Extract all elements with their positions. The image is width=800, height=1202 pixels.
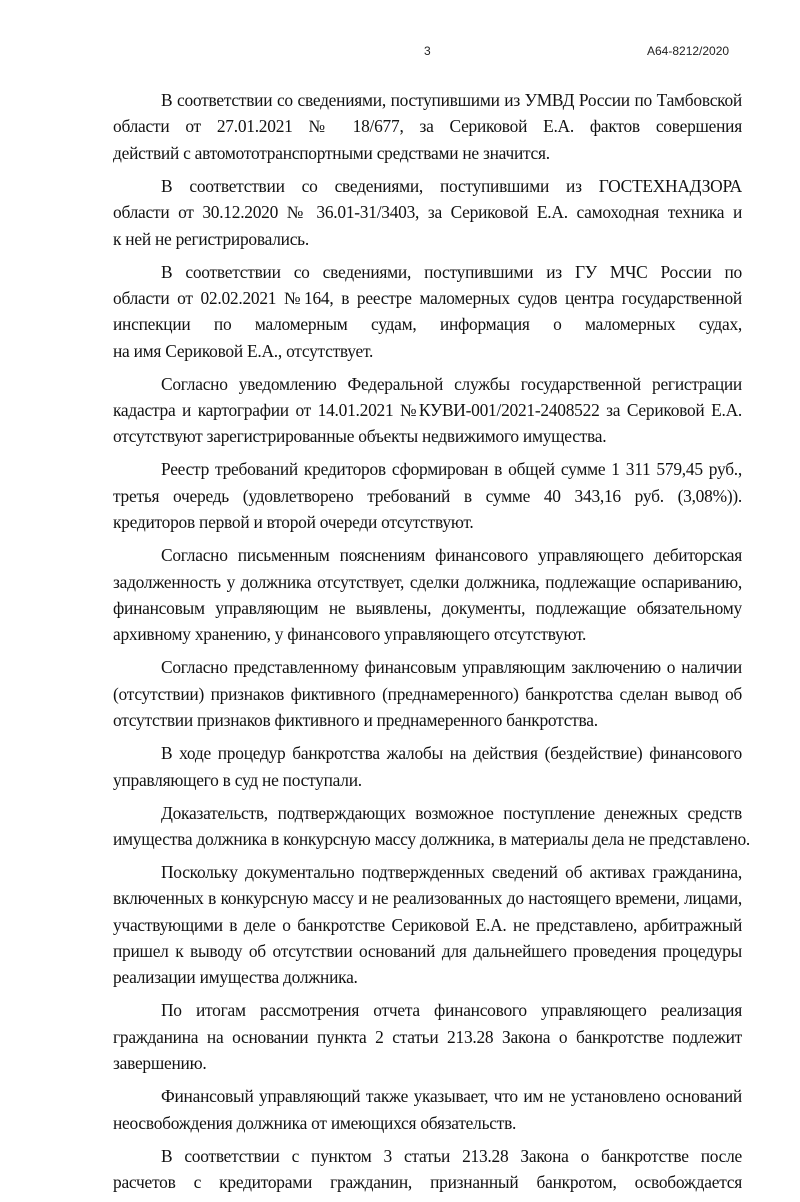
paragraph-line: расчетов с кредиторами гражданин, признанный банкротом, освобождается <box>113 1171 742 1192</box>
paragraph-line: По итогам рассмотрения отчета финансового управляющего реализация <box>161 1000 742 1021</box>
paragraph-line: Доказательств, подтверждающих возможное поступление денежных средств <box>161 802 742 823</box>
paragraph-line: В соответствии со сведениями, поступившими из УМВД России по Тамбовской <box>161 90 742 110</box>
paragraph-line: архивному хранению, у финансового управляющего отсутствуют. <box>113 624 587 645</box>
paragraph-line: имущества должника в конкурсную массу должника, в материалы дела не представлено. <box>113 828 751 849</box>
paragraph-line: третья очередь (удовлетворено требований в сумме 40 343,16 руб. (3,08%)). <box>113 485 742 506</box>
paragraph <box>113 800 751 853</box>
paragraph-line: В соответствии с пунктом 3 статьи 213.28 Закона о банкротстве после <box>161 1145 742 1166</box>
paragraph-line: В соответствии со сведениями, поступившими из ГОСТЕХНАДЗОРА <box>161 175 742 196</box>
paragraph-line: Поскольку документально подтвержденных сведений об активах гражданина, <box>161 861 742 882</box>
page-number: 3 <box>424 44 431 58</box>
paragraph-line: Финансовый управляющий также указывает, что им не установлено оснований <box>161 1086 742 1107</box>
paragraph-line: Согласно представленному финансовым управляющим заключению о наличии <box>161 657 742 678</box>
paragraph-line: гражданина на основании пункта 2 статьи 213.28 Закона о банкротстве подлежит <box>113 1026 742 1047</box>
paragraph-line: области от 02.02.2021 №164, в реестре маломерных судов центра государственной <box>113 287 742 308</box>
paragraph <box>113 740 742 793</box>
paragraph-line: Реестр требований кредиторов сформирован в общей сумме 1 311 579,45 руб., <box>161 459 742 480</box>
paragraph-line: задолженность у должника отсутствует, сделки должника, подлежащие оспариванию, <box>113 571 742 592</box>
paragraph-line: области от 30.12.2020 № 36.01-31/3403, за Сериковой Е.А. самоходная техника и <box>113 202 742 223</box>
paragraph <box>113 173 742 252</box>
paragraph-line: завершению. <box>113 1053 207 1074</box>
paragraph <box>113 1083 742 1136</box>
paragraph-line: В соответствии со сведениями, поступившими из ГУ МЧС России по <box>161 261 742 282</box>
paragraph-line: инспекции по маломерным судам, информация о маломерных судах, <box>113 314 742 335</box>
paragraph-line: пришел к выводу об отсутствии оснований для дальнейшего проведения процедуры <box>113 941 742 962</box>
paragraph-line: включенных в конкурсную массу и не реализованных до настоящего времени, лицами, <box>113 888 742 909</box>
paragraph-line: отсутствуют зарегистрированные объекты недвижимого имущества. <box>113 426 607 447</box>
paragraph <box>113 654 742 733</box>
paragraph <box>113 456 742 535</box>
paragraph <box>113 997 742 1076</box>
paragraph-line: финансовым управляющим не выявлены, документы, подлежащие обязательному <box>113 598 742 618</box>
case-number: А64-8212/2020 <box>647 44 730 58</box>
paragraph-line: управляющего в суд не поступали. <box>113 769 362 790</box>
paragraph-line: кредиторов первой и второй очереди отсутствуют. <box>113 512 474 533</box>
paragraph <box>113 542 742 648</box>
paragraph-line: Согласно письменным пояснениям финансового управляющего дебиторская <box>161 545 742 566</box>
paragraph-line: к ней не регистрировались. <box>113 228 309 249</box>
document-body <box>113 87 751 1202</box>
paragraph <box>113 87 742 166</box>
paragraph <box>113 859 742 991</box>
paragraph <box>113 1143 742 1196</box>
paragraph-line: действий с автомототранспортными средствами не значится. <box>113 142 550 163</box>
paragraph <box>113 371 742 450</box>
paragraph-line: кадастра и картографии от 14.01.2021 №КУВИ-001/2021-2408522 за Сериковой Е.А. <box>113 400 742 421</box>
paragraph-line: участвующими в деле о банкротстве Сериковой Е.А. не представлено, арбитражный <box>113 914 742 935</box>
paragraph-line: Согласно уведомлению Федеральной службы государственной регистрации <box>161 373 742 394</box>
paragraph-line: на имя Сериковой Е.А., отсутствует. <box>113 340 374 361</box>
paragraph-line: области от 27.01.2021 № 18/677, за Сериковой Е.А. фактов совершения <box>113 116 742 137</box>
paragraph-line: В ходе процедур банкротства жалобы на действия (бездействие) финансового <box>161 743 742 764</box>
paragraph <box>113 259 742 365</box>
paragraph-line: реализации имущества должника. <box>113 967 358 988</box>
paragraph-line: неосвобождения должника от имеющихся обязательств. <box>113 1112 517 1133</box>
paragraph-line: (отсутствии) признаков фиктивного (преднамеренного) банкротства сделан вывод об <box>113 683 742 704</box>
paragraph-line: отсутствии признаков фиктивного и преднамеренного банкротства. <box>113 710 598 731</box>
